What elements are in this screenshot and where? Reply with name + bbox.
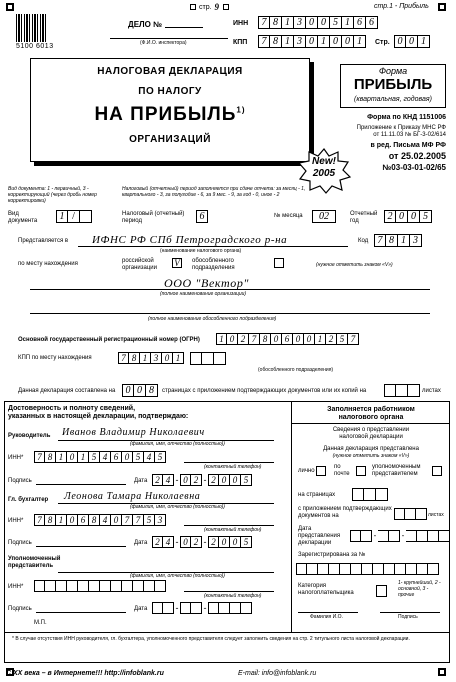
ogrn-cell[interactable]: 8 — [260, 333, 271, 345]
rep-sign-label: Подпись — [8, 606, 32, 612]
head-date-cell[interactable]: 0 — [219, 474, 230, 486]
inn-cell[interactable]: 3 — [294, 16, 306, 29]
form-red-1: в ред. Письма МФ РФ — [370, 142, 446, 149]
rep-inn-cell[interactable] — [100, 580, 111, 592]
head-inn-cell[interactable]: 7 — [34, 451, 45, 463]
ogrn-kpp-cell[interactable]: 1 — [173, 352, 184, 364]
year-cell[interactable]: 0 — [396, 210, 408, 223]
corner-marker-left — [6, 3, 14, 11]
str-cell[interactable]: 0 — [406, 35, 418, 48]
ogrn-kpp-extra[interactable] — [190, 352, 226, 365]
new-badge-text: New! — [312, 156, 336, 167]
ogrn-cell[interactable]: 2 — [326, 333, 337, 345]
confirm-heading-2: указанных в настоящей декларации, подтверждаю: — [8, 413, 189, 420]
inn-cell[interactable]: 1 — [342, 16, 354, 29]
rep-date-label: Дата — [134, 606, 148, 612]
opt-mail-checkbox[interactable] — [356, 466, 366, 476]
acc-date-cell-sep: - — [203, 537, 207, 547]
pages-prefix: Данная декларация составлена на — [18, 388, 116, 394]
delo-line — [165, 27, 203, 28]
ogrn-kpp-cell[interactable]: 3 — [151, 352, 162, 364]
pages-cell[interactable]: 0 — [122, 384, 134, 397]
year-label: Отчетный год — [350, 211, 378, 224]
office-listy: листах — [428, 512, 444, 518]
office-category: Категория налогоплательщика — [298, 583, 354, 596]
head-date-cell[interactable]: 2 — [208, 474, 219, 486]
rep-inn-cell[interactable] — [78, 580, 89, 592]
pages-cell[interactable]: 0 — [134, 384, 146, 397]
confirm-heading-1: Достоверность и полноту сведений, — [8, 405, 136, 412]
rep-date-cell[interactable] — [180, 602, 191, 614]
footer-right[interactable]: E-mail: info@infoblank.ru — [238, 670, 317, 677]
rus-org-checkbox[interactable]: V — [172, 258, 182, 268]
rep-inn-cell[interactable] — [45, 580, 56, 592]
kpp-cell[interactable]: 8 — [270, 35, 282, 48]
head-sign-line[interactable] — [36, 484, 126, 485]
office-category-box[interactable] — [376, 585, 387, 597]
rep-date-cell[interactable] — [208, 602, 219, 614]
acc-inn-cell[interactable]: 8 — [89, 514, 100, 526]
kod-cell[interactable]: 7 — [374, 234, 386, 247]
submitted-value[interactable]: ИФНС РФ СПб Петроградского р-на — [92, 234, 288, 246]
office-category-note: 1- крупнейший, 2 - основной, 3 - прочие — [398, 580, 441, 598]
head-inn-cell[interactable]: 8 — [45, 451, 56, 463]
ogrn-kpp-cell[interactable]: 0 — [162, 352, 173, 364]
kpp-cell[interactable]: 7 — [258, 35, 270, 48]
ogrn-cell[interactable]: 6 — [282, 333, 293, 345]
str-cell[interactable]: 0 — [394, 35, 406, 48]
page-number-value: 9 — [214, 2, 220, 12]
acc-inn-cell[interactable]: 0 — [111, 514, 122, 526]
rep-date-cell[interactable] — [230, 602, 241, 614]
rep-phone-note: (контактный телефон) — [204, 593, 262, 599]
form-red-3: №03-03-01-02/65 — [382, 163, 446, 172]
ogrn-kpp-cells[interactable] — [118, 352, 184, 364]
corner-marker-right — [438, 3, 446, 11]
acc-date-cells[interactable] — [152, 536, 252, 548]
head-value[interactable]: Иванов Владимир Николаевич — [62, 427, 205, 438]
form-knd: Форма по КНД 1151006 — [367, 114, 446, 121]
corner-marker-bottom-right — [438, 668, 446, 676]
kpp-cell[interactable]: 0 — [330, 35, 342, 48]
ogrn-cell[interactable]: 1 — [315, 333, 326, 345]
inn-cell[interactable]: 7 — [258, 16, 270, 29]
vid-cells[interactable] — [56, 210, 92, 223]
rep-sign-line[interactable] — [36, 612, 126, 613]
year-cell[interactable]: 0 — [408, 210, 420, 223]
form-name: ПРИБЫЛЬ — [353, 76, 433, 93]
acc-date-label: Дата — [134, 540, 148, 546]
kpp-label: КПП — [233, 39, 248, 46]
sep-div-label: обособленного подразделения — [192, 258, 235, 271]
rep-inn-cell[interactable] — [155, 580, 166, 592]
rep-date-cell[interactable] — [241, 602, 252, 614]
head-label: Руководитель — [8, 433, 51, 439]
form-prikaz-2: от 11.11.03 № БГ-3-02/614 — [373, 132, 446, 138]
rep-inn-cell[interactable] — [111, 580, 122, 592]
head-inn-cells[interactable] — [34, 451, 166, 463]
rep-inn-cell[interactable] — [56, 580, 67, 592]
rep-date-cells[interactable] — [152, 602, 252, 614]
title-footnote: 1) — [236, 105, 246, 115]
pages-cell[interactable]: 8 — [146, 384, 158, 397]
head-sign-label: Подпись — [8, 478, 32, 484]
acc-inn-cell[interactable]: 7 — [34, 514, 45, 526]
title-line-2: ПО НАЛОГУ — [138, 86, 202, 97]
rep-inn-label: ИНН* — [8, 584, 24, 590]
str-cells[interactable] — [394, 35, 430, 48]
rep-date-cell[interactable] — [191, 602, 202, 614]
acc-date-cell[interactable]: 0 — [180, 536, 191, 548]
head-inn-cell[interactable]: 4 — [100, 451, 111, 463]
head-date-cells[interactable] — [152, 474, 252, 486]
office-date-cells[interactable]: - - — [350, 530, 450, 542]
rep-label: Уполномоченный представитель — [8, 556, 61, 569]
rep-inn-cell[interactable] — [133, 580, 144, 592]
acc-date-cell[interactable]: 2 — [152, 536, 163, 548]
opt-mail-label: по почте — [334, 464, 350, 477]
page-number — [190, 2, 229, 12]
head-inn-cell[interactable]: 0 — [67, 451, 78, 463]
office-fio-line[interactable] — [298, 612, 358, 613]
head-inn-label: ИНН* — [8, 455, 24, 461]
delo-label: ДЕЛО № — [128, 20, 163, 29]
inn-label: ИНН — [233, 20, 249, 27]
rep-date-sep: - — [203, 603, 207, 613]
kpp-cell[interactable]: 1 — [354, 35, 366, 48]
acc-inn-cell[interactable]: 3 — [155, 514, 166, 526]
year-cells[interactable] — [384, 210, 432, 223]
rep-date-cell[interactable] — [152, 602, 163, 614]
head-inn-cell[interactable]: 0 — [122, 451, 133, 463]
ogrn-cells[interactable] — [216, 333, 359, 345]
head-inn-cell[interactable]: 1 — [78, 451, 89, 463]
title-line-1: НАЛОГОВАЯ ДЕКЛАРАЦИЯ — [97, 66, 243, 77]
ogrn-cell[interactable]: 2 — [238, 333, 249, 345]
inn-cell[interactable]: 0 — [306, 16, 318, 29]
ogrn-cell[interactable]: 0 — [271, 333, 282, 345]
period-cell[interactable]: 6 — [196, 210, 208, 223]
head-date-label: Дата — [134, 478, 148, 484]
inspector-line — [110, 38, 228, 39]
str-label: Стр. — [375, 39, 390, 46]
kod-cell[interactable]: 3 — [410, 234, 422, 247]
office-head-line — [292, 423, 450, 424]
form-label: Форма — [378, 66, 408, 76]
kod-label: Код — [358, 238, 369, 244]
kpp-cell[interactable]: 0 — [342, 35, 354, 48]
office-registered: Зарегистрирована за № — [298, 552, 366, 558]
rep-date-cell[interactable] — [163, 602, 174, 614]
title-line-3-wrap — [30, 104, 310, 126]
period-label: Налоговый (отчетный) период — [122, 211, 185, 224]
inn-cell[interactable]: 6 — [366, 16, 378, 29]
submitted-label: Представляется в — [18, 238, 69, 244]
opt-rep-label: уполномоченным представителем — [372, 464, 421, 477]
opt-personal-checkbox[interactable] — [316, 466, 326, 476]
inspector-note: (Ф.И.О. инспектора) — [140, 40, 187, 46]
month-label: № месяца — [274, 213, 303, 219]
acc-inn-cell[interactable]: 7 — [122, 514, 133, 526]
head-inn-cell[interactable]: 6 — [111, 451, 122, 463]
str-cell[interactable]: 1 — [418, 35, 430, 48]
vid-cell-slash[interactable]: / — [68, 210, 80, 223]
acc-phone-note: (контактный телефон) — [204, 527, 262, 533]
head-date-cell[interactable]: 4 — [163, 474, 174, 486]
ogrn-cell[interactable]: 0 — [293, 333, 304, 345]
kpp-cell[interactable]: 3 — [294, 35, 306, 48]
mp-label: М.П. — [34, 620, 47, 626]
kpp-cell[interactable]: 1 — [318, 35, 330, 48]
ogrn-kpp-note: (обособленного подразделения) — [258, 367, 334, 373]
org-name-value[interactable]: ООО "Вектор" — [164, 276, 250, 290]
pages-suffix: страницах с приложением подтверждающих документов или их копий на — [162, 388, 367, 394]
office-heading-2: налогового органа — [338, 414, 404, 421]
head-date-cell[interactable]: 0 — [230, 474, 241, 486]
month-cell[interactable]: 02 — [312, 210, 336, 223]
doc-type-help: Вид документа: 1 - первичный, 3 - корректирующий (через дробь номер корректировки) — [8, 186, 97, 204]
rus-org-label: российской организации — [122, 258, 157, 271]
office-attached-cells[interactable] — [394, 508, 427, 520]
office-fio: Фамилия И.О. — [310, 614, 343, 620]
head-phone-line — [184, 462, 274, 463]
rep-inn-cells[interactable] — [34, 580, 166, 592]
page-label: стр. — [199, 3, 212, 11]
head-date-cell[interactable]: 2 — [191, 474, 202, 486]
office-info-2: налоговой декларации — [339, 434, 403, 440]
acc-inn-cells[interactable] — [34, 514, 166, 526]
head-date-cell[interactable]: 5 — [241, 474, 252, 486]
acc-inn-cell[interactable]: 0 — [67, 514, 78, 526]
head-date-cell-sep: - — [175, 475, 179, 485]
office-registered-cells[interactable] — [296, 563, 439, 575]
ogrn-cell[interactable]: 7 — [348, 333, 359, 345]
acc-date-cell-sep: - — [175, 537, 179, 547]
vid-cell[interactable]: 1 — [56, 210, 68, 223]
org-name-note: (полное наименование организации) — [160, 291, 247, 297]
ogrn-cell[interactable]: 0 — [227, 333, 238, 345]
kod-cell[interactable]: 8 — [386, 234, 398, 247]
rep-inn-cell[interactable] — [144, 580, 155, 592]
sub-name-line — [30, 313, 430, 314]
head-date-cell-sep: - — [203, 475, 207, 485]
location-label: по месту нахождения — [18, 261, 78, 267]
acc-label: Гл. бухгалтер — [8, 497, 49, 503]
form-period: (квартальная, годовая) — [354, 96, 432, 103]
opt-rep-checkbox[interactable] — [432, 466, 442, 476]
office-pages-cells[interactable] — [352, 488, 388, 501]
vid-label: Вид документа — [8, 211, 38, 224]
submitted-note: (наименование налогового органа) — [160, 248, 242, 254]
rep-date-cell[interactable] — [219, 602, 230, 614]
rep-date-sep: - — [175, 603, 179, 613]
acc-sign-label: Подпись — [8, 540, 32, 546]
acc-value[interactable]: Леонова Тамара Николаевна — [64, 491, 201, 502]
barcode — [16, 14, 46, 42]
ogrn-cell[interactable]: 5 — [337, 333, 348, 345]
acc-phone-line — [184, 525, 274, 526]
ogrn-kpp-cell[interactable]: 8 — [129, 352, 140, 364]
kpp-cells[interactable] — [258, 35, 366, 48]
rep-inn-cell[interactable] — [89, 580, 100, 592]
title-line-4: ОРГАНИЗАЦИЙ — [129, 134, 211, 145]
vid-cell-empty[interactable] — [80, 210, 92, 223]
acc-date-cell[interactable]: 4 — [163, 536, 174, 548]
acc-date-cell[interactable]: 0 — [230, 536, 241, 548]
mark-note: (нужное отметить знаком «V») — [316, 262, 393, 268]
head-inn-cell[interactable]: 5 — [89, 451, 100, 463]
office-given-2: (нужное отметить знаком «V») — [332, 453, 410, 459]
office-given-1: Данная декларация представлена — [323, 446, 419, 452]
kpp-cell[interactable]: 0 — [306, 35, 318, 48]
head-inn-cell[interactable]: 5 — [133, 451, 144, 463]
head-phone-note: (контактный телефон) — [204, 464, 262, 470]
opt-personal-label: лично — [298, 468, 315, 474]
office-info-1: Сведения о представлении — [332, 427, 410, 433]
footnote: * В случае отсутствия ИНН руководителя, гл. бухгалтера, уполномоченного представителя следует заполнить сведения на стр. 2 титульного листа налоговой декларации. — [12, 636, 410, 642]
ogrn-cell[interactable]: 7 — [249, 333, 260, 345]
rep-inn-cell[interactable] — [34, 580, 45, 592]
ogrn-kpp-cell[interactable]: 1 — [140, 352, 151, 364]
acc-date-cell[interactable]: 2 — [191, 536, 202, 548]
acc-date-cell[interactable]: 0 — [219, 536, 230, 548]
acc-inn-cell[interactable]: 7 — [133, 514, 144, 526]
inn-cell[interactable]: 6 — [354, 16, 366, 29]
acc-inn-cell[interactable]: 6 — [78, 514, 89, 526]
title-line-3: НА ПРИБЫЛЬ — [94, 104, 237, 125]
barcode-number: 5100 6013 — [16, 43, 54, 50]
footer-left[interactable]: С XX века – в Интернете!!! http://infoblank.ru — [6, 670, 164, 677]
head-fio-note: (фамилия, имя, отчество (полностью)) — [130, 441, 225, 447]
acc-date-cell[interactable]: 5 — [241, 536, 252, 548]
rep-fio-note: (фамилия, имя, отчество (полностью)) — [130, 573, 225, 579]
pages-cells[interactable] — [122, 384, 158, 397]
ogrn-kpp-cell[interactable]: 7 — [118, 352, 129, 364]
month-cells[interactable] — [312, 210, 336, 223]
acc-date-cell[interactable]: 2 — [208, 536, 219, 548]
office-sign-line[interactable] — [380, 612, 440, 613]
pages-listy: листах — [422, 388, 441, 394]
inn-cell[interactable]: 5 — [330, 16, 342, 29]
form-prikaz-1: Приложение к Приказу МНС РФ — [356, 125, 446, 131]
kod-cell[interactable]: 1 — [398, 234, 410, 247]
sub-name-note: (полное наименование обособленного подразделения) — [148, 316, 277, 322]
head-inn-cell[interactable]: 5 — [155, 451, 166, 463]
inn-cell[interactable]: 0 — [318, 16, 330, 29]
head-inn-cell[interactable]: 1 — [56, 451, 67, 463]
head-date-cell[interactable]: 0 — [180, 474, 191, 486]
office-heading-1: Заполняется работником — [327, 406, 415, 413]
office-on-pages: на страницах — [298, 492, 336, 498]
submitted-line — [78, 246, 348, 247]
new-badge-year: 2005 — [312, 168, 336, 179]
ogrn-label: Основной государственный регистрационный номер (ОГРН) — [18, 337, 200, 343]
head-date-cell[interactable]: 2 — [152, 474, 163, 486]
acc-inn-cell[interactable]: 1 — [56, 514, 67, 526]
page-sub: стр.1 - Прибыль — [374, 3, 429, 10]
head-inn-cell[interactable]: 4 — [144, 451, 155, 463]
kod-cells[interactable] — [374, 234, 422, 247]
year-cell[interactable]: 2 — [384, 210, 396, 223]
form-red-2: от 25.02.2005 — [388, 151, 446, 161]
sep-div-checkbox[interactable] — [274, 258, 284, 268]
ogrn-cell[interactable]: 1 — [216, 333, 227, 345]
office-attached: с приложением подтверждающих документов на — [298, 506, 392, 519]
inn-cell[interactable]: 1 — [282, 16, 294, 29]
acc-inn-label: ИНН* — [8, 518, 24, 524]
attach-cells[interactable] — [384, 384, 420, 397]
period-cells[interactable] — [196, 210, 208, 223]
office-date-label: Дата представления декларации — [298, 526, 341, 546]
org-name-line — [30, 289, 430, 290]
footnote-divider — [4, 632, 450, 633]
ogrn-kpp-label: КПП по месту нахождения — [18, 355, 92, 361]
rep-phone-line — [184, 591, 274, 592]
period-help: Налоговый (отчетный) период заполняется при сдаче отчета: за месяц - 1, квартального - 3, за полугодие - 6, за 9 мес. - 9, за год - 0, иное - 2 — [122, 186, 306, 198]
office-sign: Подпись — [398, 614, 418, 620]
rep-inn-cell[interactable] — [67, 580, 78, 592]
kpp-cell[interactable]: 1 — [282, 35, 294, 48]
acc-inn-cell[interactable]: 5 — [144, 514, 155, 526]
ogrn-cell[interactable]: 0 — [304, 333, 315, 345]
inn-cell[interactable]: 8 — [270, 16, 282, 29]
year-cell[interactable]: 5 — [420, 210, 432, 223]
acc-fio-note: (фамилия, имя, отчество (полностью)) — [130, 504, 225, 510]
acc-sign-line[interactable] — [36, 546, 126, 547]
rep-inn-cell[interactable] — [122, 580, 133, 592]
acc-inn-cell[interactable]: 4 — [100, 514, 111, 526]
inn-cells[interactable] — [258, 16, 378, 29]
acc-inn-cell[interactable]: 8 — [45, 514, 56, 526]
